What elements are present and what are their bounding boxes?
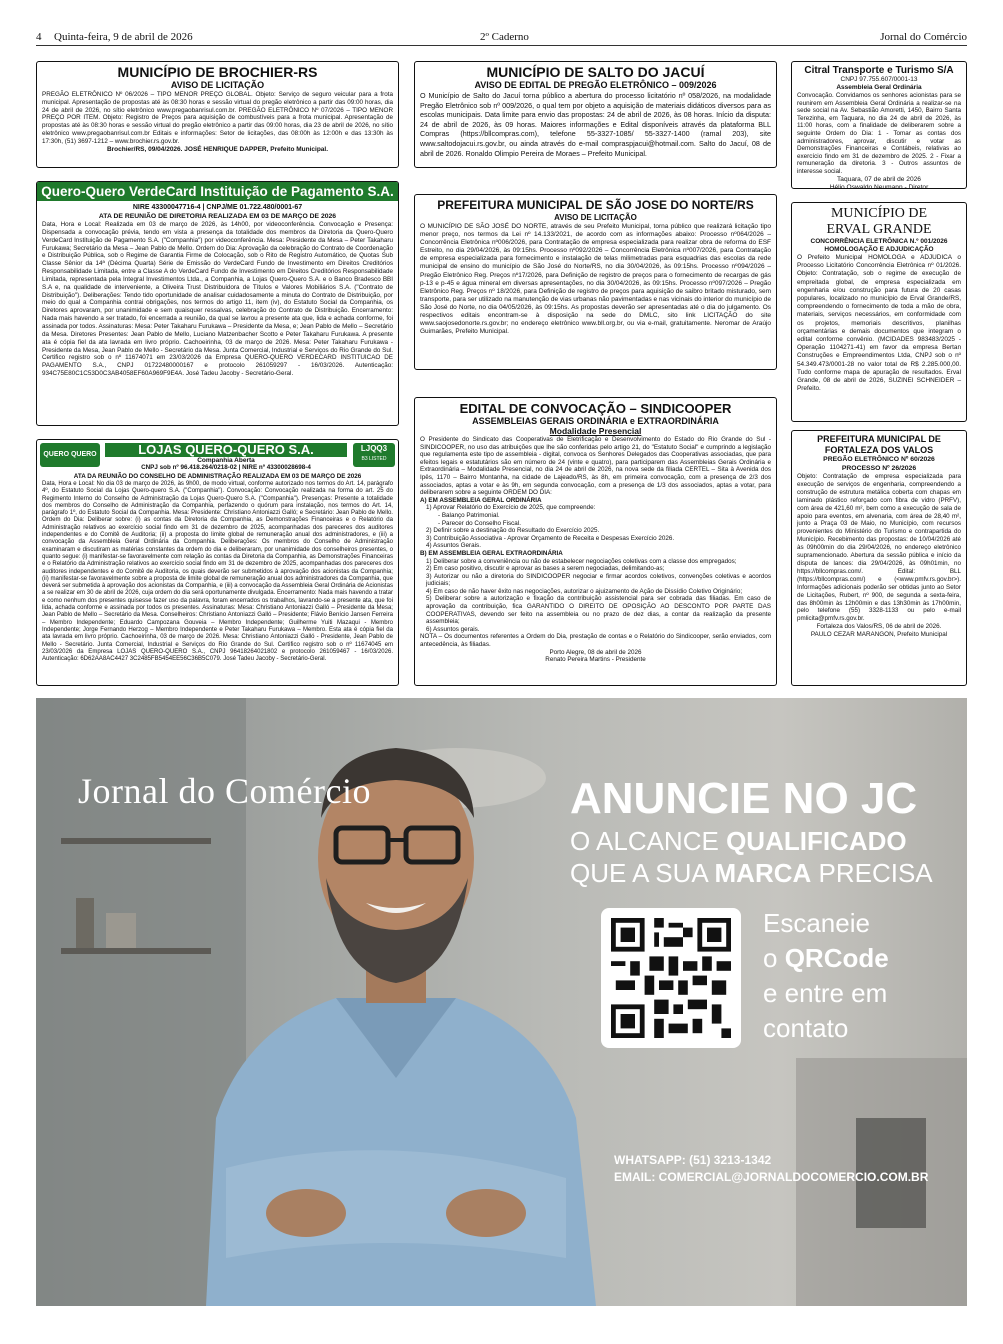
list-item: 4) Assuntos Gerais. bbox=[426, 542, 481, 550]
notice-signature: Brochier/RS, 09/04/2026. JOSÉ HENRIQUE DAPPER, Prefeito Municipal. bbox=[106, 145, 329, 153]
notice-signature: Renato Pereira Martins - Presidente bbox=[545, 656, 646, 664]
notice-sao-jose-do-norte bbox=[414, 194, 777, 370]
qr-code[interactable] bbox=[601, 908, 741, 1048]
notice-subtitle: PREGÃO ELETRÔNICO Nº 60/2026 bbox=[823, 456, 935, 463]
ticker-label: B3 LISTED bbox=[361, 456, 387, 462]
tagline-emphasis: MARCA bbox=[714, 858, 812, 888]
ad-tagline-1 bbox=[570, 826, 907, 857]
page-number: 4 bbox=[36, 31, 42, 43]
newspaper-name: Jornal do Comércio bbox=[880, 31, 967, 43]
notice-subtitle: Assembleia Geral Ordinária bbox=[836, 84, 922, 91]
notice-subtitle-2: HOMOLOGAÇÃO E ADJUDICAÇÃO bbox=[824, 246, 934, 253]
notice-subtitle: ATA DE REUNIÃO DE DIRETORIA REALIZADA EM 03 DE MARÇO DE 2026 bbox=[98, 213, 337, 220]
notice-title: MUNICÍPIO DE bbox=[830, 206, 928, 221]
notice-body: PREGÃO ELETRÔNICO Nº 06/2026 – TIPO MENOR PREÇO GLOBAL. Objeto: Serviço de seguro veicular para a frota municipal. Apresentação de propostas até às 08:30 horas e sessão virtual do pregão eletrônico a partir das 09:00 horas, dia 24 de abril de 2026, no sítio eletrônico www.pregaobanrisul.com.br. PREGÃO ELETRÔNICO Nº 07/2026 – TIPO MENOR PREÇO POR ITEM. Objeto: Registro de Preços para aquisição de combustíveis para a frota municipal. Apresentação de propostas até às 08:30 horas e sessão virtual do pregão eletrônico a partir das 09:00 horas, dia 23 de abril de 2026, no sítio eletrônico www.pregaobanrisul.com.br Editais e informações: Setor de licitações, das 08:00h às 12:00h e das 13:30h às 17:30h, (51) 3697-1212 – www.brochier.rs.gov.br. bbox=[42, 91, 393, 145]
list-item: 3) Contribuição Associativa - Aprovar Orçamento de Receita e Despesas Exercício 2026. bbox=[426, 534, 675, 542]
notice-body: Convocação. Convidamos os senhores acionistas para se reunirem em Assembleia Geral Ordinária a realizar-se na sede social na Av. Sebastião Amoretti, 1450, Bairro Santa Terezinha, em Taquara, no dia 24 de abril de 2026, às 11:00 horas, com a finalidade de deliberarem sobre a seguinte Ordem do Dia: 1 - Tomar as contas dos administradores, aprovar, discutir e votar as Demonstrações Financeiras e Contábeis, relativas ao exercício findo em 31 de dezembro de 2025. 2 - Fixar a remuneração da diretoria. 3 - Outros assuntos de interesse social. bbox=[797, 92, 961, 175]
notice-cnpj: CNPJ 97.755.607/0001-13 bbox=[840, 76, 918, 83]
tagline-emphasis: QUALIFICADO bbox=[726, 826, 907, 856]
notice-title: PREFEITURA MUNICIPAL DE FORTALEZA DOS VALOS bbox=[817, 434, 941, 455]
section-name: 2º Caderno bbox=[480, 31, 529, 43]
list-item: 2) Em caso positivo, discutir e aprovar as bases a serem negociadas, delimitando-as; bbox=[426, 565, 665, 573]
notice-citral bbox=[791, 61, 967, 189]
qr-line-2-text: o bbox=[763, 943, 785, 973]
notice-title: Quero-Quero VerdeCard Instituição de Pagamento S.A. bbox=[37, 182, 398, 201]
notice-title-2: ERVAL GRANDE bbox=[826, 222, 932, 237]
ad-tagline-2 bbox=[570, 858, 933, 889]
notice-title: MUNICÍPIO DE BROCHIER-RS bbox=[117, 64, 318, 80]
whatsapp-contact[interactable]: WHATSAPP: (51) 3213-1342 bbox=[614, 1153, 772, 1167]
notice-title: LOJAS QUERO-QUERO S.A. bbox=[105, 443, 347, 457]
list-item: 3) Autorizar ou não a diretoria do SINDICOOPER negociar e firmar acordos coletivos, convenções coletivas e acordos judiciais; bbox=[426, 572, 771, 588]
notice-body: O MUNICÍPIO DE SÃO JOSÉ DO NORTE, através de seu Prefeito Municipal, torna público que realizará licitação tipo menor preço, nos termos da Lei nº 14.133/2021, de acordo com as informações abaixo: Processo nº064/2026 – Concorrência Eletrônica nº006/2026, para Contratação de empresa especializada para realizar obra de reforma do ESF Estreito, no dia 29/04/2026, às 09:15hs. Processo nº092/2026 – Concorrência Eletrônica nº007/2026, para Contratação de empresa especializada para fornecimento e instalação de telas milimetradas para esquadrias das escolas da rede municipal de ensino do município de São José do Norte/RS, no dia 30/04/2026, às 09:15hs. Processo nº094/2026 – Pregão Eletrônico Reg. Preços nº17/2026, para Definição de registro de preços para o fornecimento de recargas de gás p-13 e p-45 e água mineral em diversas apresentações, no dia 30/04/2026, às 09:15hs. Processo nº097/2026 – Pregão Eletrônico Reg. Preços nº 18/2026, para Definição de registro de preços para aquisição de saibro britado misturado, sem transporte, para ser utilizado na manutenção de vias urbanas não pavimentadas e nas vicinais do interior do município de São José do Norte, no dia 04/05/2026, às 09:15hs. As propostas deverão ser apresentadas até o dia do julgamento. Os respectivos editais encontram-se à disposição na sede do DMLC, sito link LICITAÇÃO do site www.saojosedonorte.rs.gov.br; no endereço eletrônico www.bll.org.br, ou via e-mail, gratuitamente. Neromar de Araújo Guimarães, Prefeito Municipal. bbox=[420, 223, 771, 336]
notice-title: MUNICÍPIO DE SALTO DO JACUÍ bbox=[486, 64, 705, 80]
notice-place: Fortaleza dos Valos/RS, 06 de abril de 2026. bbox=[816, 623, 942, 631]
notice-subtitle-2: ATA DA REUNIÃO DO CONSELHO DE ADMINISTRAÇÃO REALIZADA EM 03 DE MARÇO DE 2026 bbox=[73, 473, 362, 480]
notice-signature: PAULO CEZAR MARANGON, Prefeito Municipal bbox=[810, 631, 948, 639]
lojas-logo: QUERO QUERO bbox=[40, 443, 100, 467]
ticker-badge bbox=[353, 443, 395, 467]
notice-body: Data, Hora e Local: No dia 03 de março de 2026, às 9h00, de modo virtual, conforme autorizado nos termos do Art. 14, parágrafo 4º, do Estatuto Social da Lojas Quero-quero S.A. ("Companhia"). Convocação: Convocação realizada na forma do art. 25 do Regimento Interno do Conselho de Administração da Lojas Quero-Quero S.A. ("Companhia"). Presenças: Presente a totalidade dos membros do Conselho de Administração da Companhia, perfazendo o quórum para instalação, nos termos do Art. 14, parágrafo 1º, do Estatuto Social da Companhia. Mesa: Presidente: Christiano Antoniazzi Galló; e Secretário: Jean Pablo de Mello. Ordem do Dia: Deliberar sobre: (i) as contas da Diretoria da Companhia, as Demonstrações Financeiras e o Relatório da Administração relativos ao exercício social findo em 31 de dezembro de 2025, acompanhadas dos pareceres dos auditores independentes e do Comitê de Auditoria; (ii) a proposta do limite global de remuneração anual dos administradores, e (iii) a convocação da Assembleia Geral Ordinária da Companhia. Deliberações: Os membros do Conselho de Administração examinaram e discutiram as matérias constantes da ordem do dia e deliberaram, por unanimidade dos conselheiros presentes, o quanto segue: (i) manifestar-se favoravelmente com relação às contas da Diretoria da Companhia, as Demonstrações Financeiras e o Relatório da Administração relativos ao exercício social findo em 31 de dezembro de 2025, acompanhadas dos pareceres dos auditores independentes e do Comitê de Auditoria, os quais deverão ser submetidos à aprovação dos acionistas da Companhia; (ii) manifestar-se favoravelmente sobre a proposta de limite global de remuneração anual dos administradores da Companhia, que deverá ser submetida à aprovação dos acionistas da Companhia, e (iii) a convocação da Assembleia Geral Ordinária de Acionistas a se realizar em 30 de abril de 2026, cuja ordem do dia será oportunamente divulgada. Encerramento: Nada mais havendo a tratar e como nenhum dos presentes quisesse fazer uso da palavra, foram encerrados os trabalhos, lavrando-se a presente ata, que foi lida, achada conforme e assinada por todos os presentes. Assinaturas: Mesa: Christiano Antoniazzi Galló – Presidente da Mesa; Jean Pablo de Mello – Secretário da Mesa. Conselheiros: Christiano Antoniazzi Galló – Presidente; Flávio Benício Jansen Ferreira – Membro Independente; Eduardo Campozana Gouveia – Membro Independente; Guilherme Yuiti Mazaqui - Membro Independente; Jorge Fernando Herzog – Membro Independente e Peter Takaharu Furukawa – Membro. Esta ata é cópia fiel da ata lavrada em livro próprio. Cachoeirinha, 03 de março de 2026. Mesa: Christiano Antoniazzi Galló - Presidente, Jean Pablo de Mello - Secretário. Junta Comercial, Industrial e Serviços do Rio Grande do Sul. Certifico registro sob o nº 11674045 em 23/03/2026 da Empresa LOJAS QUERO-QUERO S.A., CNPJ 96418264021802 e protocolo 261059467 - 16/03/2026. Autenticação: 6D62AA8AC4427 3C2485FB5454EE56C36B5C079. José Tadeu Jacoby - Secretário-Geral. bbox=[42, 481, 393, 663]
ticker-symbol: LJQQ3 bbox=[360, 444, 388, 453]
notice-title: Citral Transporte e Turismo S/A bbox=[804, 65, 954, 76]
qr-line-4: contato bbox=[763, 1013, 849, 1043]
notice-body: Data, Hora e Local: Realizada em 03 de março de 2026, às 14h00, por videoconferência. Convocação e Presença: Dispensada a convocação prévia, tendo em vista a presença da totalidade dos membros da Diretoria da Quero-Quero VerdeCard Instituição de Pagamento S.A. ("Companhia") por videoconferência. Mesa: Presidente da Mesa – Peter Takaharu Furukawa; Secretário da Mesa – Jean Pablo de Mello. Ordem do Dia: Aprovação da celebração do Contrato de Coordenação e Distribuição Pública, sob o Regime de Garantia Firme de Colocação, sob o Rito de Registro Automático, de Quotas Sub Classe Sênior da 14ª (Décima Quarta) Série de Emissão do VerdeCard Fundo de Investimento em Direitos Creditórios Responsabilidade Limitada, entre a Classe A do VerdeCard Fundo de Investimento em Direitos Creditórios Responsabilidade Limitada, representada pela Integral Investimentos Ltda., a Companhia, a Lojas Quero-Quero S.A. e o Banco Bradesco BBI S.A e, na qualidade de interveniente, a Oliveira Trust Distribuidora de Títulos e Valores Mobiliários S.A. ("Contrato de Distribuição"). Deliberações: Tendo tido oportunidade de analisar cuidadosamente a minuta do Contrato de Distribuição, por meio do qual a Companhia contrai obrigações, nos termos do artigo 11, item (iv), do Estatuto Social da Companhia, os Diretores aprovaram, por unanimidade e sem quaisquer ressalvas, celebração do Contrato de Distribuição. Encerramento: Nada mais havendo a ser tratado, foi encerrada a reunião, da qual se lavrou a presente ata que, lida e achada conforme, foi assinada por todos. Assinaturas: Mesa: Peter Takaharu Furukawa – Presidente da Mesa, e; Jean Pablo de Mello – Secretário da Mesa. Diretores Presentes: Jean Pablo de Mello, Luciano Matzenbacher Scotto e Peter Takaharu Furukawa. A presente ata é cópia fiel da ata lavrada em livro próprio. Cachoeirinha, 03 de março de 2026. Mesa: Peter Takaharu Furukawa - Presidente da Mesa, Jean Pablo de Mello - Secretário da Mesa. Junta Comercial, Industrial e Serviços do Rio Grande do Sul. Certifico registro sob o nº 11674071 em 23/03/2026 da Empresa QUERO-QUERO VERDECARD INSTITUICAO DE PAGAMENTO S.A., CNPJ 01722480000167 e protocolo 261059297 - 16/03/2026. Autenticação: 934C75E80C1C53D0C3AB4058EF60A969F9E4A. José Tadeu Jacoby - Secretário-Geral. bbox=[42, 221, 393, 378]
notice-body: O Município de Salto do Jacuí torna público a abertura do processo licitatório nº 058/2026, na modalidade Pregão Eletrônico sob nº 009/2026, o qual tem por objeto a aquisição de materiais didáticos diversos para as escolas municipais. Data limite para envio das propostas: 24 de abril de 2026, às 08 horas. Início da disputa: 24 de abril de 2026, às 09 horas. Maiores informações e Edital disponíveis através da plataforma BLL Compras (https://bllcompras.com), telefone 55-3327-1085/ 55-3327-1400 (ramal 203), site www.saltodojacui.rs.gov.br, ou ainda através do e-mail compraspjacui@hotmail.com. Salto do Jacuí, 08 de abril de 2026. Ronaldo Olimpio Pereira de Moraes – Prefeito Municipal. bbox=[420, 91, 771, 158]
notice-subtitle-2: Modalidade Presencial bbox=[549, 426, 642, 436]
tagline-text: QUE A SUA bbox=[570, 858, 715, 888]
section-a-list bbox=[420, 504, 771, 550]
notice-subtitle: AVISO DE LICITAÇÃO bbox=[554, 213, 637, 222]
list-item: - Parecer do Conselho Fiscal. bbox=[438, 519, 521, 527]
notice-body: Objeto: Contratação de empresa especializada para execução de serviços de engenharia, compreendendo a construção de estrutura metálica coberta com chapas em laminado plástico reforçado com fibra de vidro (PRFV), com área de 421,60 m², bem como a execução de sala de apoio para eventos, em alvenaria, com área de 28,40 m², junto a Praça 03 de Maio, no Município, com recursos provenientes do Ministério do Turismo e contrapartida do Município. Recebimento das propostas: de 10/04/2026 até às 09h00min do dia 29/04/2026, no endereço eletrônico supramencionado. Abertura da sessão pública e início da disputa de lances: dia 29/04/2026, às 09h01min, no https://bllcompras.com/. Edital: BLL (https://bllcompras.com/) e (<www.pmfv.rs.gov.br>). Informações adicionais poderão ser obtidas junto ao Setor de Licitações, Rubert, nº 900, de segunda a sexta-feira, das 8h00min às 12h00min e das 13h30min às 17h00min, pelo telefone (55) 3328-1133 ou pelo e-mail pmlicita@pmfv.rs.gov.br. bbox=[797, 473, 961, 623]
notice-subtitle: CONCORRÊNCIA ELETRÔNICA N.º 001/2026 bbox=[810, 238, 948, 245]
qr-instructions bbox=[763, 906, 889, 1046]
notice-subtitle: AVISO DE EDITAL DE PREGÃO ELETRÔNICO – 009/2026 bbox=[474, 80, 717, 90]
notice-fortaleza-dos-valos bbox=[791, 430, 967, 686]
notice-brochier bbox=[36, 61, 399, 168]
notice-note: NOTA – Os documentos referentes a Ordem do Dia, prestação de contas e o Relatório do Sindicooper, serão enviados, com antecedência, às filiadas. bbox=[420, 633, 771, 649]
jc-brand-logo: Jornal do Comércio bbox=[78, 771, 371, 811]
notice-lojas-queroquero bbox=[36, 439, 399, 686]
notice-nire: CNPJ sob nº 96.418.264/0218-02 | NIRE nº 43300028698-4 bbox=[141, 464, 311, 471]
notice-salto-do-jacui bbox=[414, 61, 777, 168]
notice-title: PREFEITURA MUNICIPAL DE SÃO JOSE DO NORTE/RS bbox=[437, 198, 754, 212]
email-contact[interactable]: EMAIL: COMERCIAL@JORNALDOCOMERCIO.COM.BR bbox=[614, 1170, 929, 1184]
section-b-heading: B) EM ASSEMBLEIA GERAL EXTRAORDINÁRIA bbox=[420, 549, 563, 557]
list-item: 5) Deliberar sobre a autorização e fixação da contribuição assistencial para ser cobrada das filiadas. Em caso de aprovação da contribuição, fica GARANTIDO O DIREITO DE OPOSIÇÃO AO DESCONTO POR PARTE DAS COOPERATIVAS, devendo ser feito na assembleia ou no prazo de dez dias, a contar da realização da presente assembleia; bbox=[426, 595, 771, 626]
notice-erval-grande bbox=[791, 202, 967, 422]
qr-code-icon bbox=[611, 918, 731, 1038]
qr-line-2 bbox=[763, 941, 889, 976]
page-date: Quinta-feira, 9 de abril de 2026 bbox=[54, 31, 193, 43]
qr-line-1: Escaneie bbox=[763, 908, 870, 938]
tagline-text: O ALCANCE bbox=[570, 826, 727, 856]
page-header bbox=[36, 30, 967, 46]
notice-queroquero-verdecard bbox=[36, 181, 399, 426]
notice-body: O Prefeito Municipal HOMOLOGA e ADJUDICA o Processo Licitatório Concorrência Eletrônica nº 01/2026. Objeto: Contratação, sob o regime de execução de empreitada global, de empresa especializada em engenharia e/ou construção para futura de 20 casas populares, localizado no município de Erval Grande/RS, compreendendo o fornecimento de toda a mão de obra, materiais, serviços necessários, em conformidade com os projetos, memoriais descritivos, planilhas orçamentárias e demais documentos que integram o edital conforme convênio. (MCIDADES 983483/2025 - Operação 1104271-41) em favor da empresa Bertan Construções e Empreendimentos Ltda, CNPJ sob o nº 54.349.473/0001-28 no valor total de R$ 2.285.000,00. Tudo conforme mapa de apuração de resultados. Erval Grande, 08 de abril de 2026, SUZINEI SCHNEIDER – Prefeito. bbox=[797, 254, 961, 393]
notice-nire: NIRE 43300047716-4 | CNPJ/ME 01.722.480/0001-67 bbox=[132, 204, 303, 211]
qr-line-3: e entre em bbox=[763, 978, 888, 1008]
notice-place: Taquara, 07 de abril de 2026 bbox=[837, 175, 921, 183]
list-item: 1) Aprovar Relatório do Exercício de 2025, que compreende: bbox=[426, 504, 596, 512]
qr-line-2-emphasis: QRCode bbox=[784, 943, 889, 973]
section-a-heading: A) EM ASSEMBLEIA GERAL ORDINÁRIA bbox=[420, 496, 542, 504]
list-item: 4) Em caso de não haver êxito nas negociações, autorizar o ajuizamento de Ação de Dissídio Coletivo Originário; bbox=[426, 587, 743, 595]
notice-subtitle: AVISO DE LICITAÇÃO bbox=[170, 80, 265, 90]
notice-subtitle: ASSEMBLEIAS GERAIS ORDINÁRIA e EXTRAORDINÁRIA bbox=[472, 416, 719, 426]
notice-subtitle: Companhia Aberta bbox=[197, 457, 255, 464]
notice-place: Porto Alegre, 08 de abril de 2026 bbox=[549, 648, 642, 656]
notice-title: EDITAL DE CONVOCAÇÃO – SINDICOOPER bbox=[459, 401, 732, 416]
section-b-list bbox=[420, 558, 771, 634]
notice-signature: Hélio Oswaldo Neumann - Diretor bbox=[829, 183, 929, 189]
tagline-text-end: PRECISA bbox=[811, 858, 933, 888]
notice-sindicooper bbox=[414, 397, 777, 686]
jc-advertisement bbox=[36, 698, 967, 1306]
notice-intro: O Presidente do Sindicato das Cooperativas de Eletrificação e Desenvolvimento do Estado do Rio Grande do Sul - SINDICOOPER, no uso das atribuições que lhe são conferidas pelo artigo 21, do "Estatuto Social" e cumprindo a legislação que regulamenta este tipo de assembleia - digital, convoca os Senhores Delegados das Cooperativas associadas, que para efeitos legais e estatutários são em número de 24 (vinte e quatro), para participarem das Assembleias Gerais Ordinária e Extraordinária – Modalidade Presencial, no dia 24 de abril de 2026, na nova sede da filiada CERTEL – Sita à Avenida dos Ipês, 1170 – Bairro Montanha, na cidade de Lajeado/RS, às 8h, em primeira convocação, com a presença de 2/3 dos associados, aptas a votar e às 9h, em segunda convocação, com a presença de 1/3 dos associados, aptas a votar, para deliberarem sobre a seguinte ORDEM DO DIA: bbox=[420, 436, 771, 497]
notice-subtitle-2: PROCESSO Nº 26/2026 bbox=[841, 464, 917, 472]
list-item: 2) Definir sobre a destinação do Resultado do Exercício 2025. bbox=[426, 527, 600, 535]
list-item: 6) Assuntos gerais. bbox=[426, 625, 480, 633]
list-item: 1) Deliberar sobre a conveniência ou não de estabelecer negociações coletivas com a classe dos empregados; bbox=[426, 557, 737, 565]
ad-headline: ANUNCIE NO JC bbox=[570, 774, 918, 823]
list-item: - Balanço Patrimonial. bbox=[438, 511, 500, 519]
